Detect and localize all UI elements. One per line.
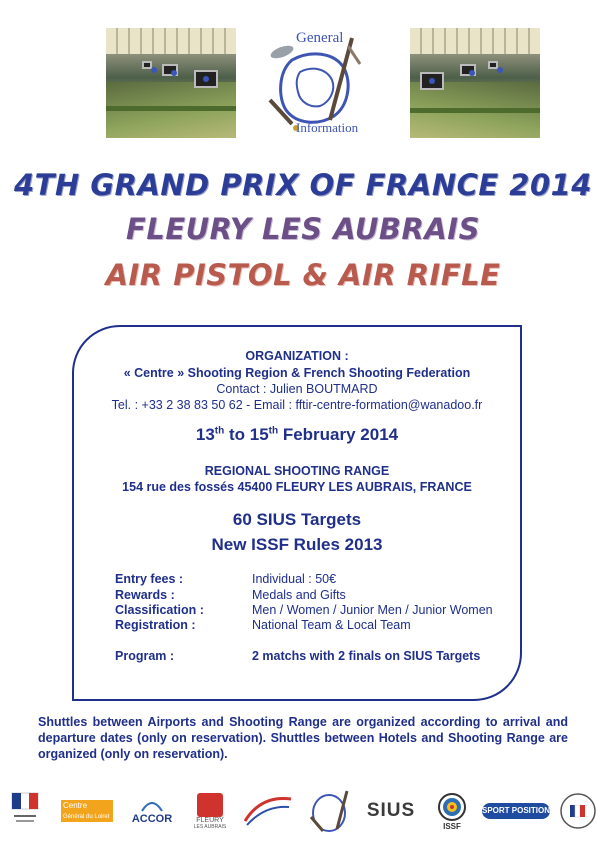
detail-label: Rewards : bbox=[115, 588, 175, 602]
detail-value: Medals and Gifts bbox=[252, 588, 346, 602]
program-value: 2 matchs with 2 finals on SIUS Targets bbox=[252, 649, 481, 663]
general-information-small-logo bbox=[302, 786, 358, 836]
fleury-les-aubrais-logo bbox=[190, 786, 230, 836]
accor-text: ACCOR bbox=[131, 813, 173, 825]
general-information-logo bbox=[252, 28, 368, 138]
venue-name: REGIONAL SHOOTING RANGE bbox=[204, 464, 390, 478]
organization-line: « Centre » Shooting Region & French Shooting Federation bbox=[123, 366, 471, 380]
fleury-text: FLEURY bbox=[196, 816, 224, 824]
fftir-logo bbox=[240, 786, 296, 836]
header-banner bbox=[106, 28, 540, 138]
sius-logo bbox=[364, 786, 418, 836]
detail-label: Classification : bbox=[115, 603, 204, 617]
french-federation-badge-logo bbox=[556, 786, 600, 836]
sport-position-logo bbox=[480, 786, 552, 836]
detail-value: National Team & Local Team bbox=[252, 618, 411, 632]
issf-rules: New ISSF Rules 2013 bbox=[211, 535, 383, 554]
centre-text: Centre bbox=[63, 801, 88, 810]
detail-value: Individual : 50€ bbox=[252, 572, 337, 586]
organization-tel-email: Tel. : +33 2 38 83 50 62 - Email : fftir-centre-formation@wanadoo.fr bbox=[111, 398, 483, 412]
detail-value: Men / Women / Junior Men / Junior Women bbox=[252, 603, 493, 617]
logo-text-information: Information bbox=[296, 120, 359, 135]
sius-text: SIUS bbox=[366, 800, 416, 821]
shooting-range-photo-right bbox=[410, 28, 540, 138]
sport-position-text: SPORT POSITION bbox=[482, 806, 551, 815]
program-label: Program : bbox=[115, 649, 175, 663]
loiret-text: Général du Loiret bbox=[63, 814, 110, 820]
targets-count: 60 SIUS Targets bbox=[232, 510, 362, 529]
republique-francaise-logo bbox=[8, 786, 42, 836]
fleury-sub-text: LES AUBRAIS bbox=[193, 823, 227, 830]
title-grand-prix: 4TH GRAND PRIX OF FRANCE 2014 bbox=[14, 168, 592, 202]
conseil-general-logo bbox=[60, 786, 114, 836]
event-dates: 13th to 15th February 2014 bbox=[195, 425, 399, 444]
sponsor-strip bbox=[0, 786, 606, 846]
detail-label: Registration : bbox=[115, 618, 196, 632]
detail-label: Entry fees : bbox=[115, 572, 184, 586]
venue-address: 154 rue des fossés 45400 FLEURY LES AUBRAIS, FRANCE bbox=[122, 480, 472, 494]
title-city: FLEURY LES AUBRAIS bbox=[126, 212, 480, 246]
shooting-range-photo-left bbox=[106, 28, 236, 138]
issf-logo bbox=[430, 786, 474, 836]
shuttle-notice: Shuttles between Airports and Shooting Range are organized according to arrival and departure dates (only on reservation). Shuttles between Hotels and Shooting Range are organized (only on reservation). bbox=[38, 715, 568, 761]
accor-logo bbox=[128, 786, 176, 836]
title-disciplines: AIR PISTOL & AIR RIFLE bbox=[105, 258, 501, 292]
logo-text-general: General bbox=[296, 30, 344, 46]
issf-text: ISSF bbox=[443, 821, 461, 831]
organization-heading: ORGANIZATION : bbox=[245, 349, 349, 363]
organization-contact: Contact : Julien BOUTMARD bbox=[216, 382, 378, 396]
